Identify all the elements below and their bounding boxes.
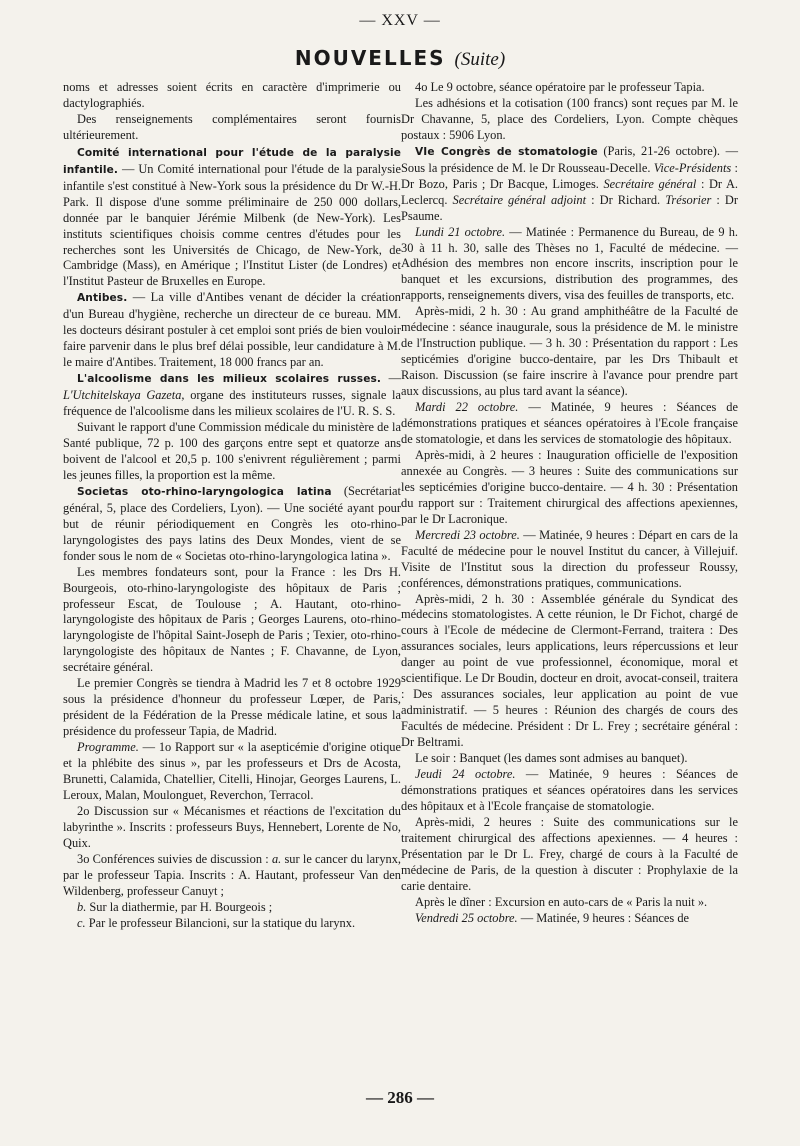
role-label: Trésorier — [665, 192, 712, 207]
paragraph: Suivant le rapport d'une Commission médicale du ministère de la Santé publique, 72 p. 100 des garçons entre sept et quatorze ans boivent de l'alcool et 20,5 p. 100 s'enivrent régulièrement ; parmi les jeunes filles, la proportion est la même. — [63, 420, 401, 482]
paragraph-text: sur le cancer du larynx, par le professeur Tapia. Inscrits : A. Hautant, professeur Van den Wildenberg, professeur Canuyt ; — [63, 851, 401, 898]
paragraph-text: — 1o Rapport sur « la asepticémie d'origine otique et la phlébite des sinus », par les professeurs et Drs de Acosta, Brunetti, Calamida, Chatellier, Citelli, Hinojar, Georges Laurens, L. Leroux, Malan, Moulonguet, Reverchon, Terracol. — [63, 740, 401, 802]
paragraph — [401, 528, 738, 592]
paragraph: Après-midi, 2 h. 30 : Au grand amphithéâtre de la Faculté de médecine : séance inaugurale, sous la présidence de M. le ministre de l'Instruction publique. — 3 h. 30 : Présentation du rapport : Les septicémies d'origine bucco-dentaire, par les Drs Thibault et Raison. Discussion (se faire inscrire à l'avance pour prendre part aux discussions, au plus tard avant la séance). — [401, 304, 738, 399]
paragraph — [401, 225, 738, 305]
paragraph-text: — Un Comité international pour l'étude de la paralysie infantile s'est constitué à New-York sous la présidence du Dr W.-H. Park. Il dispose d'une somme préliminaire de 250 000 dollars, donnée par le banquier Jérémie Milbenk (de New-York). Les instituts scientifiques choisis comme centres d'études pour les recherches sont les Universités de Chicago, de New-York, de Cambridge (Mass), en Amérique ; l'Institut Lister (de Londres) et l'Institut Pasteur de Bruxelles en Europe. — [63, 161, 401, 289]
programme-label: Programme. — [77, 740, 139, 755]
paragraph — [63, 145, 401, 291]
paragraph: Après-midi, à 2 heures : Inauguration officielle de l'exposition annexée au Congrès. — 3 heures : Suite des communications sur les septicémies d'origine bucco-dentaire. — 4 h. 30 : Présentation du rapport sur : Traitement chirurgical des affections apexiennes, par le Dr Lacronique. — [401, 447, 738, 526]
paragraph-text: : Dr Psaume. — [401, 192, 738, 223]
paragraph-text: — Matinée : Permanence du Bureau, de 9 h. 30 à 11 h. 30, salle des Thèses no 1, Faculté de médecine. — Adhésion des membres non encore inscrits, inscription pour le banquet et les excursions, distribution des programmes, des rapports, renseignements divers, visa des feuilles de transports, etc. — [401, 224, 738, 303]
paragraph-text: — Matinée, 9 heures : Séances de démonstrations pratiques et séances opératoires dans les services des hôpitaux et à l'Ecole française de stomatologie. — [401, 766, 738, 813]
paragraph: Le premier Congrès se tiendra à Madrid les 7 et 8 octobre 1929 sous la présidence d'honneur du professeur Lœper, de Paris, président de la Fédération de la Presse médicale latine, et sous la présidence du professeur Tapia, de Madrid. — [63, 676, 401, 739]
paragraph-text: Par le professeur Bilancioni, sur la statique du larynx. — [85, 915, 356, 930]
paragraph: noms et adresses soient écrits en caractère d'imprimerie ou dactylographiés. — [63, 80, 401, 110]
paragraph: Le soir : Banquet (les dames sont admises au banquet). — [415, 751, 688, 766]
paragraph-text: — La ville d'Antibes venant de décider la création d'un Bureau d'hygiène, recherche un directeur de ce bureau. MM. les docteurs désirant postuler à cet emploi sont priés de bien vouloir faire parvenir dans le plus bref délai possible, leur candidature à M. le maire d'Antibes. Traitement, 18 000 francs par an. — [63, 290, 401, 370]
paragraph-text: (Paris, 21-26 octobre). — Sous la présidence de M. le Dr Rousseau-Decelle. — [401, 143, 738, 175]
paragraph: Après-midi, 2 heures : Suite des communications sur le traitement chirurgical des affections apexiennes. — 4 heures : Présentation par le Dr L. Frey, chargé de cours à la Faculté de médecine de Paris, de la question à discuter : Prophylaxie de la carie dentaire. — [401, 814, 738, 893]
paragraph-text: organe des instituteurs russes, signale la fréquence de l'alcoolisme dans les milieux scolaires de l'U. R. S. S. — [63, 388, 401, 419]
paragraph: Après le dîner : Excursion en auto-cars de « Paris la nuit ». — [415, 894, 708, 909]
paragraph-text: (Secrétariat général, 5, place des Cordeliers, Lyon). — Une société ayant pour but de réunir périodiquement en Congrès les oto-rhino-laryngologistes des pays latins des Deux Mondes, vient de se fonder sous le nom de « Societas oto-rhino-laryngologica latina ». — [63, 483, 401, 563]
news-heading: VIe Congrès de stomatologie — [415, 145, 598, 158]
role-label: Vice-Présidents — [653, 160, 732, 175]
paragraph — [401, 911, 738, 927]
paragraph: 4o Le 9 octobre, séance opératoire par le professeur Tapia. — [415, 80, 705, 94]
paragraph — [63, 290, 401, 371]
paragraph-text: — Matinée, 9 heures : Séances de — [517, 910, 690, 925]
paragraph: Les adhésions et la cotisation (100 francs) sont reçues par M. le Dr Chavanne, 5, place des Cordeliers, Lyon. Compte chèques postaux : 5906 Lyon. — [401, 95, 738, 142]
dash: — — [381, 371, 401, 386]
day-label: Vendredi 25 octobre. — [415, 910, 518, 925]
day-label: Jeudi 24 octobre. — [415, 766, 516, 781]
paragraph-text: Sur la diathermie, par H. Bourgeois ; — [86, 899, 273, 914]
paragraph: 2o Discussion sur « Mécanismes et réactions de l'excitation du labyrinthe ». Inscrits : professeurs Buys, Hennebert, Lorente de No, Quix. — [63, 803, 401, 850]
paragraph — [63, 740, 401, 804]
title-text: NOUVELLES — [294, 46, 446, 70]
left-column — [63, 80, 401, 932]
paragraph-text: — Matinée, 9 heures : Séances de démonstrations pratiques et séances opératoires à l'Ecole française de stomatologie, et dans les services de stomatologie des hôpitaux. — [401, 400, 738, 446]
day-label: Mercredi 23 octobre. — [415, 527, 520, 542]
right-column — [401, 80, 738, 927]
page-number: — 286 — — [366, 1088, 434, 1107]
news-heading: L'alcoolisme dans les milieux scolaires russes. — [77, 373, 382, 386]
paragraph — [401, 400, 738, 448]
news-heading: Antibes. — [77, 292, 128, 305]
paragraph — [63, 916, 401, 932]
list-letter: b. — [77, 899, 87, 914]
paragraph — [401, 144, 738, 225]
paragraph-text: : Dr Bozo, Paris ; Dr Bacque, Limoges. — [401, 160, 738, 191]
paragraph — [63, 900, 401, 916]
paragraph-text: — Matinée, 9 heures : Départ en cars de la Faculté de médecine pour le nouvel Institut du cancer, à Villejuif. Visite de l'Institut sous la direction du professeur Roussy, conférences, démonstrations pratiques, communications. — [401, 527, 738, 590]
paragraph: Les membres fondateurs sont, pour la France : les Drs H. Bourgeois, oto-rhino-laryngologiste des hôpitaux de Paris ; professeur Escat, de Toulouse ; A. Hautant, oto-rhino-laryngologiste des hôpitaux de Paris ; Georges Laurens, oto-rhino-laryngologiste de l'hôpital Saint-Joseph de Paris ; Texier, oto-rhino-laryngologiste des hôpitaux de Nantes ; F. Chavanne, de Lyon, secrétaire général. — [63, 564, 401, 675]
paragraph — [63, 852, 401, 900]
paragraph-text: : Dr A. Leclercq. — [401, 176, 739, 207]
news-heading: Comité international pour l'étude de la paralysie infantile. — [63, 146, 401, 176]
paragraph-text: : Dr Richard. — [586, 192, 666, 207]
list-letter: a. — [271, 851, 282, 866]
paragraph — [63, 371, 401, 420]
day-label: Lundi 21 octobre. — [415, 224, 506, 239]
section-title — [0, 46, 800, 71]
paragraph-text: 3o Conférences suivies de discussion : — [77, 851, 272, 866]
journal-name: L'Utchitelskaya Gazeta, — [63, 388, 185, 403]
paragraph — [63, 484, 401, 565]
paragraph: Après-midi, 2 h. 30 : Assemblée générale du Syndicat des médecins stomatologistes. A cette réunion, le Dr Fichot, chargé de cours à l'Ecole de médecine de Clermont-Ferrand, traitera : Des assurances sociales, leurs applications, leurs répercussions et leur danger au point de vue professionnel, économique, moral et scientifique. Le Dr Boudin, docteur en droit, avocat-conseil, traitera : Des assurances sociales, leur application au point de vue administratif. — 5 heures : Réunion des chargés de cours des Facultés de médecine. Président : Dr L. Frey ; secrétaire général : Dr Beltrami. — [401, 591, 738, 750]
list-letter: c. — [77, 915, 86, 930]
role-label: Secrétaire général — [603, 176, 697, 191]
roman-page-number: — XXV — — [359, 12, 441, 29]
news-heading: Societas oto-rhino-laryngologica latina — [77, 485, 332, 498]
title-suite: (Suite) — [454, 49, 506, 70]
paragraph: Des renseignements complémentaires seront fournis ultérieurement. — [63, 111, 401, 142]
paragraph — [401, 767, 738, 815]
role-label: Secrétaire général adjoint — [452, 192, 587, 207]
day-label: Mardi 22 octobre. — [415, 400, 519, 415]
